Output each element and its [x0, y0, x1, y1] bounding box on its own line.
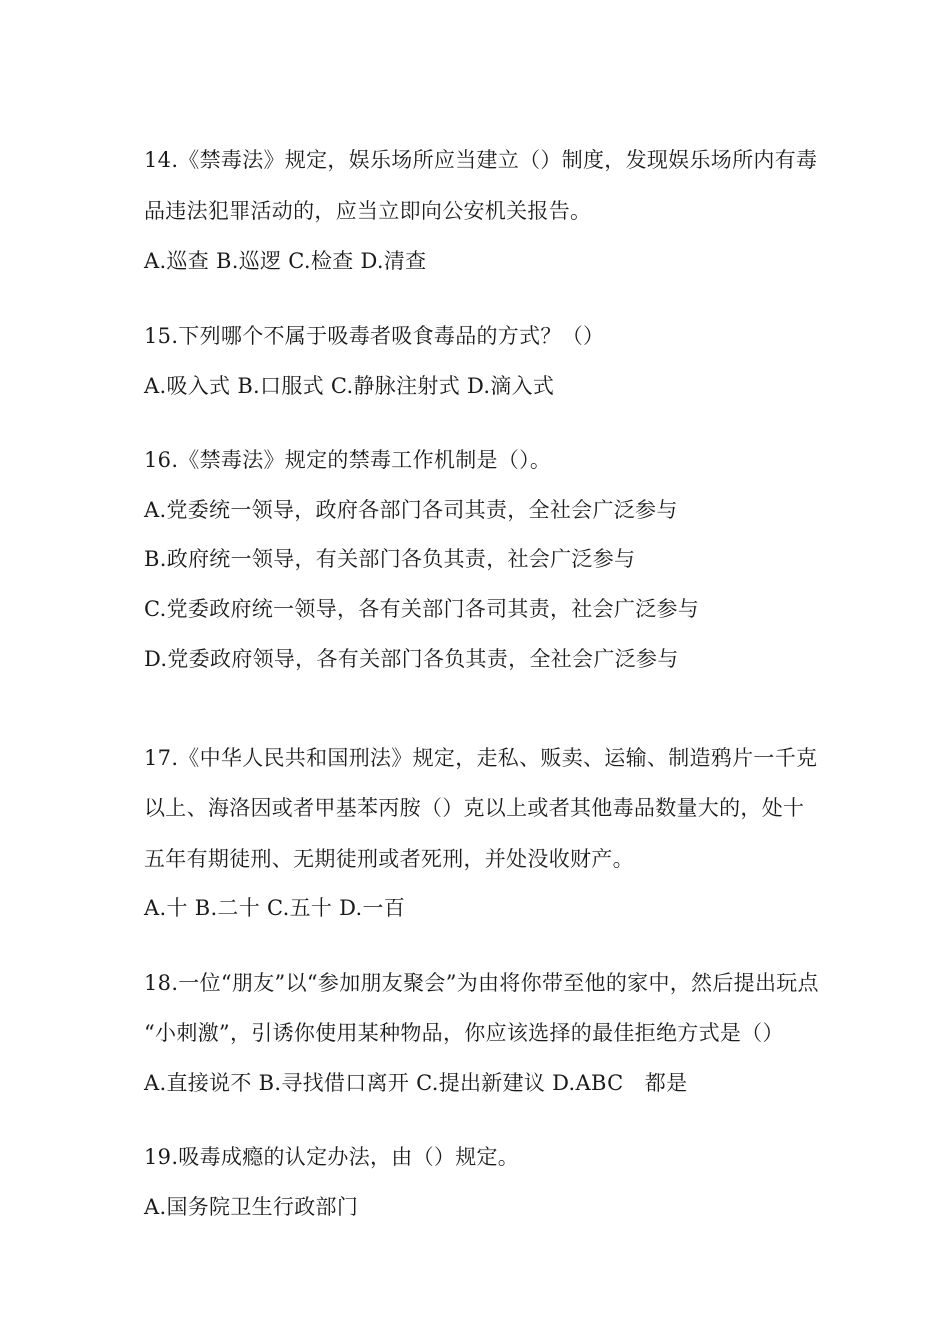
question-17-options: A.十 B.二十 C.五十 D.一百 [144, 896, 406, 920]
question-16-option-c: C.党委政府统一领导，各有关部门各司其责，社会广泛参与 [144, 597, 700, 621]
question-18-stem-line-2: “小刺激”，引诱你使用某种物品，你应该选择的最佳拒绝方式是（） [144, 1021, 784, 1045]
question-16-stem: 16.《禁毒法》规定的禁毒工作机制是（）。 [144, 448, 552, 472]
question-16-option-d: D.党委政府领导，各有关部门各负其责，全社会广泛参与 [144, 647, 679, 671]
question-16-option-b: B.政府统一领导，有关部门各负其责，社会广泛参与 [144, 547, 636, 571]
question-18-stem-line-1: 18.一位“朋友”以“参加朋友聚会”为由将你带至他的家中，然后提出玩点 [144, 971, 819, 995]
question-14-options: A.巡查 B.巡逻 C.检查 D.清查 [144, 249, 427, 273]
question-17-stem-line-1: 17.《中华人民共和国刑法》规定，走私、贩卖、运输、制造鸦片一千克 [144, 746, 818, 770]
question-18-options: A.直接说不 B.寻找借口离开 C.提出新建议 D.ABC 都是 [144, 1071, 688, 1095]
question-14-stem-line-2: 品违法犯罪活动的，应当立即向公安机关报告。 [144, 199, 592, 223]
question-19-stem: 19.吸毒成瘾的认定办法，由（）规定。 [144, 1145, 520, 1169]
question-17-stem-line-2: 以上、海洛因或者甲基苯丙胺（）克以上或者其他毒品数量大的，处十 [144, 796, 805, 820]
question-14-stem-line-1: 14.《禁毒法》规定，娱乐场所应当建立（）制度，发现娱乐场所内有毒 [144, 148, 818, 172]
question-16-option-a: A.党委统一领导，政府各部门各司其责，全社会广泛参与 [144, 498, 678, 522]
question-19-option-a: A.国务院卫生行政部门 [144, 1195, 359, 1219]
question-15-stem: 15.下列哪个不属于吸毒者吸食毒品的方式？（） [144, 324, 605, 348]
question-15-options: A.吸入式 B.口服式 C.静脉注射式 D.滴入式 [144, 374, 555, 398]
question-17-stem-line-3: 五年有期徒刑、无期徒刑或者死刑，并处没收财产。 [144, 847, 634, 871]
